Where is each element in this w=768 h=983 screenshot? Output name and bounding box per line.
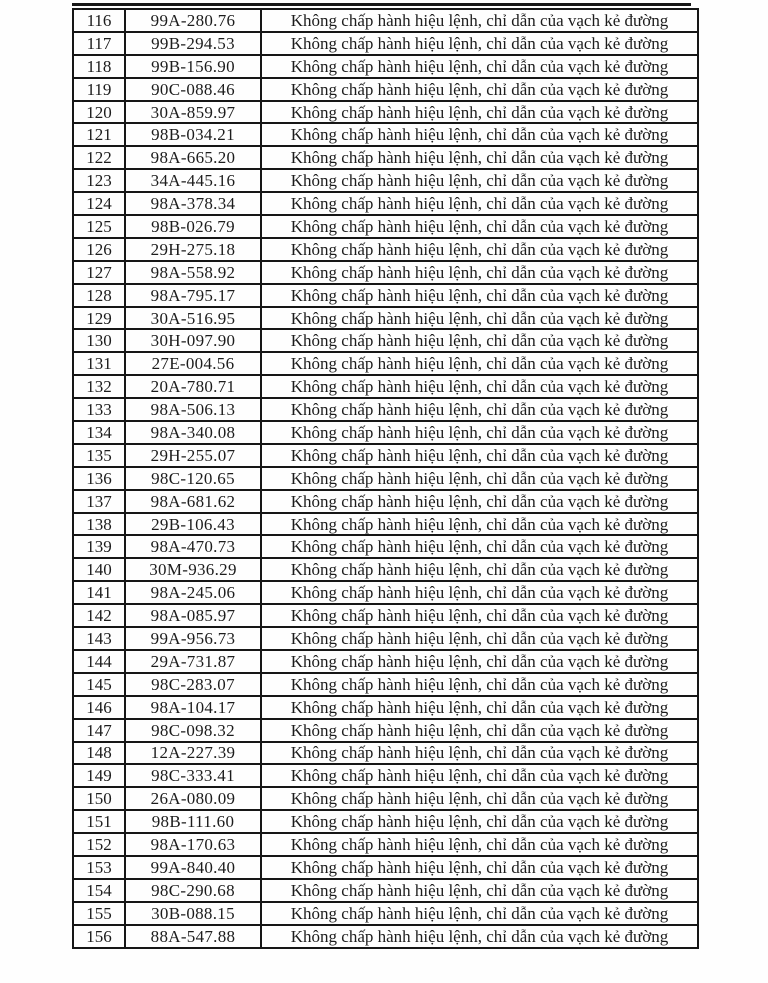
violation-description-cell: Không chấp hành hiệu lệnh, chỉ dẫn của vạch kẻ đường [261, 650, 698, 673]
row-number-cell: 124 [73, 192, 125, 215]
row-number-cell: 149 [73, 764, 125, 787]
license-plate-cell: 98A-506.13 [125, 398, 261, 421]
license-plate-cell: 98A-665.20 [125, 146, 261, 169]
violation-description-cell: Không chấp hành hiệu lệnh, chỉ dẫn của vạch kẻ đường [261, 925, 698, 948]
license-plate-cell: 29H-255.07 [125, 444, 261, 467]
violation-description-cell: Không chấp hành hiệu lệnh, chỉ dẫn của vạch kẻ đường [261, 78, 698, 101]
table-row [73, 444, 698, 467]
license-plate-cell: 98C-098.32 [125, 719, 261, 742]
row-number-cell: 152 [73, 833, 125, 856]
license-plate-cell: 99B-294.53 [125, 32, 261, 55]
row-number-cell: 143 [73, 627, 125, 650]
violation-description-cell: Không chấp hành hiệu lệnh, chỉ dẫn của vạch kẻ đường [261, 32, 698, 55]
table-row [73, 284, 698, 307]
row-number-cell: 141 [73, 581, 125, 604]
row-number-cell: 138 [73, 513, 125, 536]
row-number-cell: 137 [73, 490, 125, 513]
table-row [73, 513, 698, 536]
previous-row-bottom-border [72, 3, 691, 6]
violation-description-cell: Không chấp hành hiệu lệnh, chỉ dẫn của vạch kẻ đường [261, 261, 698, 284]
row-number-cell: 118 [73, 55, 125, 78]
table-row [73, 810, 698, 833]
table-row [73, 581, 698, 604]
license-plate-cell: 98C-120.65 [125, 467, 261, 490]
row-number-cell: 129 [73, 307, 125, 330]
violation-description-cell: Không chấp hành hiệu lệnh, chỉ dẫn của vạch kẻ đường [261, 581, 698, 604]
license-plate-cell: 98A-170.63 [125, 833, 261, 856]
table-row [73, 833, 698, 856]
table-row [73, 101, 698, 124]
row-number-cell: 136 [73, 467, 125, 490]
table-row [73, 558, 698, 581]
violation-description-cell: Không chấp hành hiệu lệnh, chỉ dẫn của vạch kẻ đường [261, 192, 698, 215]
row-number-cell: 135 [73, 444, 125, 467]
violation-description-cell: Không chấp hành hiệu lệnh, chỉ dẫn của vạch kẻ đường [261, 467, 698, 490]
license-plate-cell: 88A-547.88 [125, 925, 261, 948]
violation-description-cell: Không chấp hành hiệu lệnh, chỉ dẫn của vạch kẻ đường [261, 307, 698, 330]
table-row [73, 398, 698, 421]
violation-description-cell: Không chấp hành hiệu lệnh, chỉ dẫn của vạch kẻ đường [261, 123, 698, 146]
table-row [73, 55, 698, 78]
violation-description-cell: Không chấp hành hiệu lệnh, chỉ dẫn của vạch kẻ đường [261, 284, 698, 307]
row-number-cell: 142 [73, 604, 125, 627]
table-row [73, 192, 698, 215]
table-row [73, 902, 698, 925]
table-row [73, 375, 698, 398]
license-plate-cell: 26A-080.09 [125, 787, 261, 810]
table-row [73, 329, 698, 352]
row-number-cell: 123 [73, 169, 125, 192]
row-number-cell: 128 [73, 284, 125, 307]
violation-description-cell: Không chấp hành hiệu lệnh, chỉ dẫn của vạch kẻ đường [261, 398, 698, 421]
row-number-cell: 139 [73, 535, 125, 558]
row-number-cell: 156 [73, 925, 125, 948]
license-plate-cell: 98A-340.08 [125, 421, 261, 444]
table-row [73, 238, 698, 261]
violation-description-cell: Không chấp hành hiệu lệnh, chỉ dẫn của vạch kẻ đường [261, 902, 698, 925]
violation-description-cell: Không chấp hành hiệu lệnh, chỉ dẫn của vạch kẻ đường [261, 490, 698, 513]
license-plate-cell: 12A-227.39 [125, 742, 261, 765]
row-number-cell: 145 [73, 673, 125, 696]
license-plate-cell: 98B-111.60 [125, 810, 261, 833]
table-row [73, 696, 698, 719]
row-number-cell: 116 [73, 9, 125, 32]
violation-description-cell: Không chấp hành hiệu lệnh, chỉ dẫn của vạch kẻ đường [261, 535, 698, 558]
violation-description-cell: Không chấp hành hiệu lệnh, chỉ dẫn của vạch kẻ đường [261, 352, 698, 375]
license-plate-cell: 30M-936.29 [125, 558, 261, 581]
table-row [73, 123, 698, 146]
table-row [73, 925, 698, 948]
license-plate-cell: 90C-088.46 [125, 78, 261, 101]
violation-description-cell: Không chấp hành hiệu lệnh, chỉ dẫn của vạch kẻ đường [261, 169, 698, 192]
violation-description-cell: Không chấp hành hiệu lệnh, chỉ dẫn của vạch kẻ đường [261, 513, 698, 536]
violation-table [72, 8, 699, 949]
violation-description-cell: Không chấp hành hiệu lệnh, chỉ dẫn của vạch kẻ đường [261, 9, 698, 32]
violation-description-cell: Không chấp hành hiệu lệnh, chỉ dẫn của vạch kẻ đường [261, 833, 698, 856]
row-number-cell: 150 [73, 787, 125, 810]
violation-description-cell: Không chấp hành hiệu lệnh, chỉ dẫn của vạch kẻ đường [261, 604, 698, 627]
violation-description-cell: Không chấp hành hiệu lệnh, chỉ dẫn của vạch kẻ đường [261, 719, 698, 742]
row-number-cell: 151 [73, 810, 125, 833]
violation-description-cell: Không chấp hành hiệu lệnh, chỉ dẫn của vạch kẻ đường [261, 238, 698, 261]
license-plate-cell: 99A-840.40 [125, 856, 261, 879]
row-number-cell: 131 [73, 352, 125, 375]
table-row [73, 352, 698, 375]
table-row [73, 261, 698, 284]
license-plate-cell: 98A-378.34 [125, 192, 261, 215]
license-plate-cell: 98A-470.73 [125, 535, 261, 558]
table-row [73, 307, 698, 330]
row-number-cell: 125 [73, 215, 125, 238]
table-row [73, 490, 698, 513]
license-plate-cell: 30B-088.15 [125, 902, 261, 925]
violation-description-cell: Không chấp hành hiệu lệnh, chỉ dẫn của vạch kẻ đường [261, 146, 698, 169]
license-plate-cell: 99B-156.90 [125, 55, 261, 78]
row-number-cell: 126 [73, 238, 125, 261]
table-row [73, 604, 698, 627]
license-plate-cell: 29H-275.18 [125, 238, 261, 261]
license-plate-cell: 98A-681.62 [125, 490, 261, 513]
violation-description-cell: Không chấp hành hiệu lệnh, chỉ dẫn của vạch kẻ đường [261, 742, 698, 765]
license-plate-cell: 98C-333.41 [125, 764, 261, 787]
violation-description-cell: Không chấp hành hiệu lệnh, chỉ dẫn của vạch kẻ đường [261, 558, 698, 581]
row-number-cell: 140 [73, 558, 125, 581]
violation-description-cell: Không chấp hành hiệu lệnh, chỉ dẫn của vạch kẻ đường [261, 55, 698, 78]
violation-description-cell: Không chấp hành hiệu lệnh, chỉ dẫn của vạch kẻ đường [261, 673, 698, 696]
violation-description-cell: Không chấp hành hiệu lệnh, chỉ dẫn của vạch kẻ đường [261, 856, 698, 879]
table-row [73, 215, 698, 238]
table-row [73, 78, 698, 101]
license-plate-cell: 20A-780.71 [125, 375, 261, 398]
row-number-cell: 144 [73, 650, 125, 673]
table-row [73, 719, 698, 742]
row-number-cell: 122 [73, 146, 125, 169]
violation-description-cell: Không chấp hành hiệu lệnh, chỉ dẫn của vạch kẻ đường [261, 810, 698, 833]
row-number-cell: 146 [73, 696, 125, 719]
row-number-cell: 153 [73, 856, 125, 879]
license-plate-cell: 98A-558.92 [125, 261, 261, 284]
license-plate-cell: 98B-034.21 [125, 123, 261, 146]
license-plate-cell: 99A-956.73 [125, 627, 261, 650]
row-number-cell: 154 [73, 879, 125, 902]
row-number-cell: 133 [73, 398, 125, 421]
table-row [73, 169, 698, 192]
row-number-cell: 155 [73, 902, 125, 925]
violation-description-cell: Không chấp hành hiệu lệnh, chỉ dẫn của vạch kẻ đường [261, 375, 698, 398]
row-number-cell: 132 [73, 375, 125, 398]
license-plate-cell: 30A-516.95 [125, 307, 261, 330]
row-number-cell: 130 [73, 329, 125, 352]
row-number-cell: 117 [73, 32, 125, 55]
license-plate-cell: 98A-104.17 [125, 696, 261, 719]
table-row [73, 9, 698, 32]
table-row [73, 879, 698, 902]
table-row [73, 650, 698, 673]
license-plate-cell: 29B-106.43 [125, 513, 261, 536]
table-row [73, 787, 698, 810]
license-plate-cell: 99A-280.76 [125, 9, 261, 32]
license-plate-cell: 98A-085.97 [125, 604, 261, 627]
license-plate-cell: 30A-859.97 [125, 101, 261, 124]
row-number-cell: 147 [73, 719, 125, 742]
row-number-cell: 127 [73, 261, 125, 284]
table-row [73, 146, 698, 169]
violation-description-cell: Không chấp hành hiệu lệnh, chỉ dẫn của vạch kẻ đường [261, 696, 698, 719]
violation-description-cell: Không chấp hành hiệu lệnh, chỉ dẫn của vạch kẻ đường [261, 764, 698, 787]
row-number-cell: 148 [73, 742, 125, 765]
license-plate-cell: 98A-245.06 [125, 581, 261, 604]
row-number-cell: 119 [73, 78, 125, 101]
license-plate-cell: 29A-731.87 [125, 650, 261, 673]
license-plate-cell: 98C-290.68 [125, 879, 261, 902]
violation-description-cell: Không chấp hành hiệu lệnh, chỉ dẫn của vạch kẻ đường [261, 879, 698, 902]
license-plate-cell: 98A-795.17 [125, 284, 261, 307]
row-number-cell: 120 [73, 101, 125, 124]
row-number-cell: 134 [73, 421, 125, 444]
table-row [73, 764, 698, 787]
violation-description-cell: Không chấp hành hiệu lệnh, chỉ dẫn của vạch kẻ đường [261, 101, 698, 124]
license-plate-cell: 34A-445.16 [125, 169, 261, 192]
table-row [73, 856, 698, 879]
violation-table-body [73, 9, 698, 948]
violation-description-cell: Không chấp hành hiệu lệnh, chỉ dẫn của vạch kẻ đường [261, 215, 698, 238]
license-plate-cell: 27E-004.56 [125, 352, 261, 375]
table-row [73, 627, 698, 650]
table-row [73, 32, 698, 55]
table-row [73, 673, 698, 696]
license-plate-cell: 98B-026.79 [125, 215, 261, 238]
violation-description-cell: Không chấp hành hiệu lệnh, chỉ dẫn của vạch kẻ đường [261, 444, 698, 467]
violation-description-cell: Không chấp hành hiệu lệnh, chỉ dẫn của vạch kẻ đường [261, 329, 698, 352]
table-row [73, 467, 698, 490]
violation-description-cell: Không chấp hành hiệu lệnh, chỉ dẫn của vạch kẻ đường [261, 787, 698, 810]
violation-description-cell: Không chấp hành hiệu lệnh, chỉ dẫn của vạch kẻ đường [261, 421, 698, 444]
table-row [73, 742, 698, 765]
license-plate-cell: 98C-283.07 [125, 673, 261, 696]
row-number-cell: 121 [73, 123, 125, 146]
table-row [73, 535, 698, 558]
license-plate-cell: 30H-097.90 [125, 329, 261, 352]
table-row [73, 421, 698, 444]
violation-description-cell: Không chấp hành hiệu lệnh, chỉ dẫn của vạch kẻ đường [261, 627, 698, 650]
